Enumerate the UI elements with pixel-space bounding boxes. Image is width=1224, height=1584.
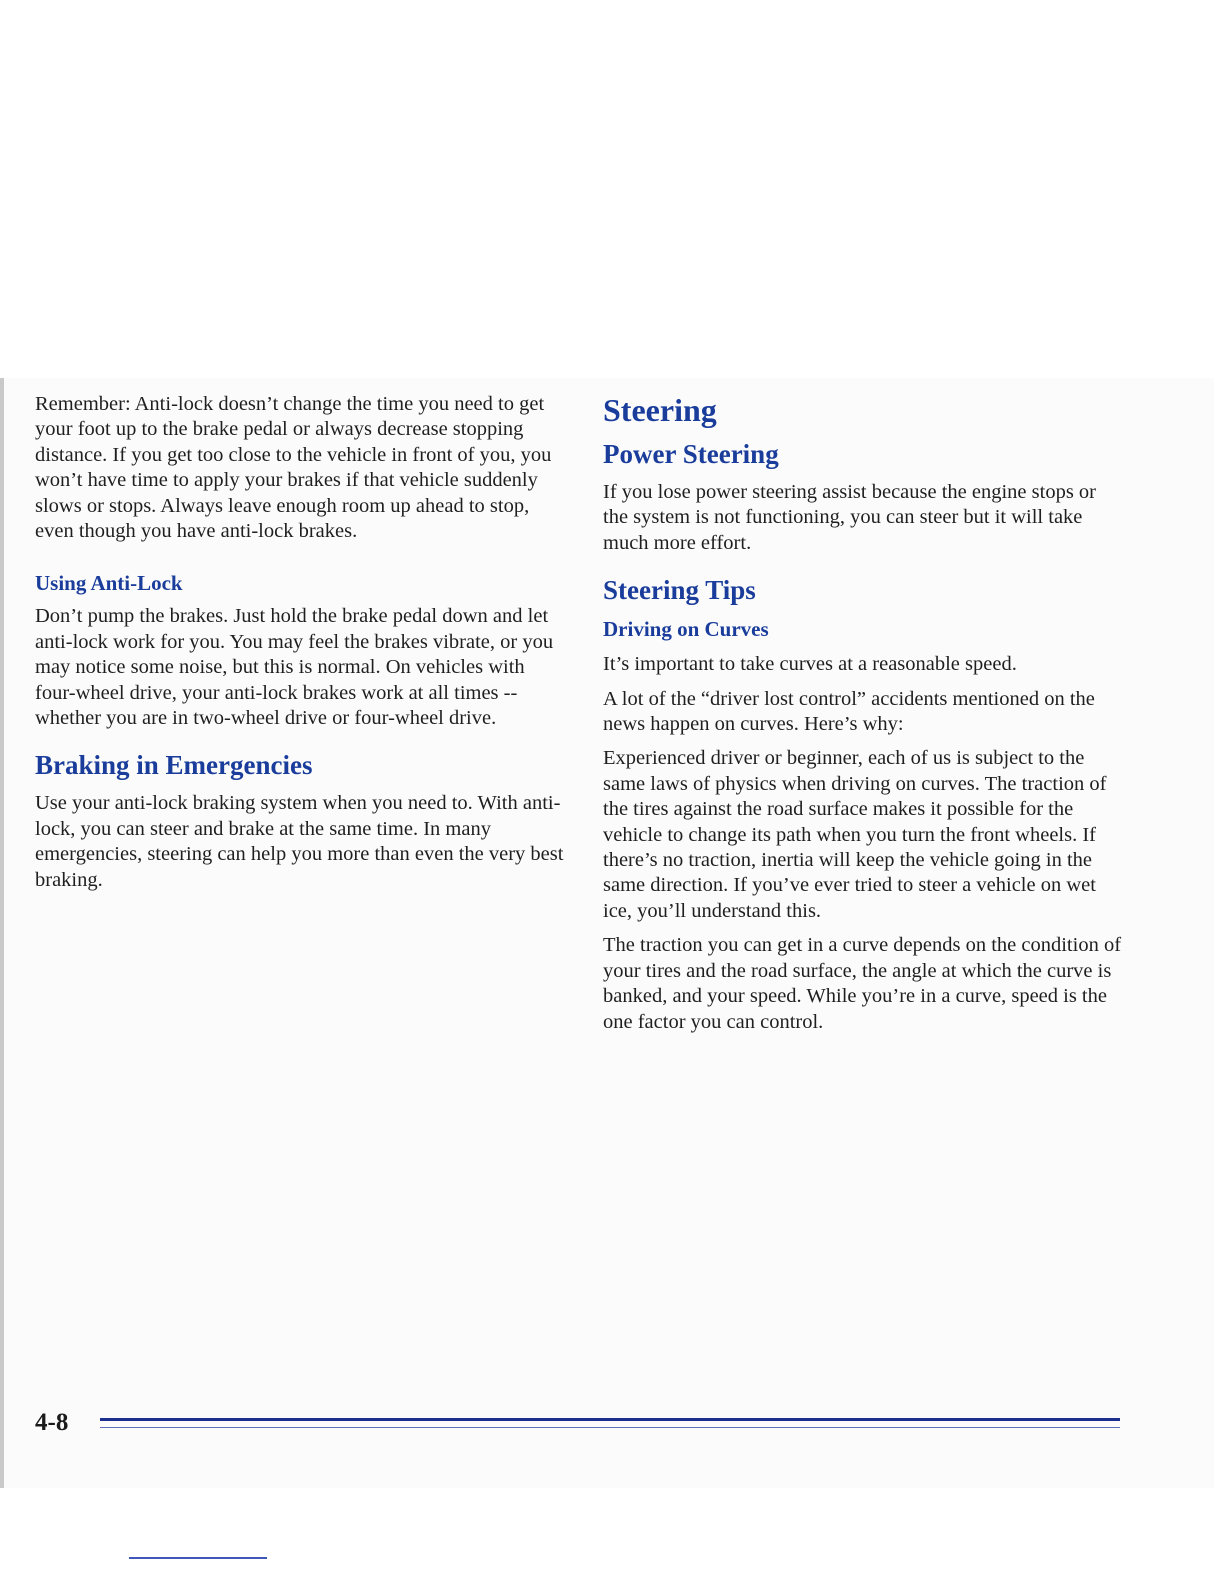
- power-steering-paragraph: If you lose power steering assist because the engine stops or the system is not functioning, you can steer but it will take much more effort.: [603, 481, 1097, 554]
- curves-paragraph-3: Experienced driver or beginner, each of us is subject to the same laws of physics when driving on curves. The traction of the tires against the road surface makes it possible for the vehicle to change its path when you turn the front wheels. If there’s no traction, inertia will keep the vehicle going in the same direction. If you’ve ever tried to steer a vehicle on wet ice, you’ll understand this.: [603, 747, 1107, 922]
- using-antilock-paragraph: Don’t pump the brakes. Just hold the brake pedal down and let anti-lock work for you. You may feel the brakes vibrate, or you may notice some noise, but this is normal. On vehicles with four-wheel drive, your anti-lock brakes work at all times -- whether you are in two-wheel drive or four-wheel drive.: [35, 605, 554, 730]
- power-steering-heading: Power Steering: [603, 439, 779, 469]
- braking-emergencies-heading: Braking in Emergencies: [35, 750, 313, 781]
- bottom-divider: [129, 1557, 267, 1559]
- footer-rule-thick: [100, 1418, 1120, 1421]
- left-column: [35, 392, 565, 893]
- using-antilock-heading: Using Anti-Lock: [35, 571, 183, 596]
- braking-paragraph: Use your anti-lock braking system when you need to. With anti-lock, you can steer and brake at the same time. In many emergencies, steering can help you more than even the very best braking.: [35, 792, 564, 891]
- curves-paragraph-2: A lot of the “driver lost control” accidents mentioned on the news happen on curves. Here’s why:: [603, 687, 1095, 736]
- curves-paragraph-1: It’s important to take curves at a reasonable speed.: [603, 653, 1017, 676]
- steering-heading: Steering: [603, 392, 717, 428]
- right-column: [603, 392, 1123, 1035]
- curves-paragraph-4: The traction you can get in a curve depends on the condition of your tires and the road surface, the angle at which the curve is banked, and your speed. While you’re in a curve, speed is the one factor you can control.: [603, 934, 1122, 1033]
- steering-tips-heading: Steering Tips: [603, 575, 756, 606]
- page-number: 4-8: [35, 1409, 69, 1436]
- intro-paragraph: Remember: Anti-lock doesn’t change the time you need to get your foot up to the brake pedal or always decrease stopping distance. If you get too close to the vehicle in front of you, you won’t have time to apply your brakes if that vehicle suddenly slows or stops. Always leave enough room up ahead to stop, even though you have anti-lock brakes.: [35, 393, 552, 543]
- page-footer: [35, 1408, 1125, 1438]
- driving-on-curves-heading: Driving on Curves: [603, 617, 769, 642]
- footer-rule-thin: [100, 1427, 1120, 1428]
